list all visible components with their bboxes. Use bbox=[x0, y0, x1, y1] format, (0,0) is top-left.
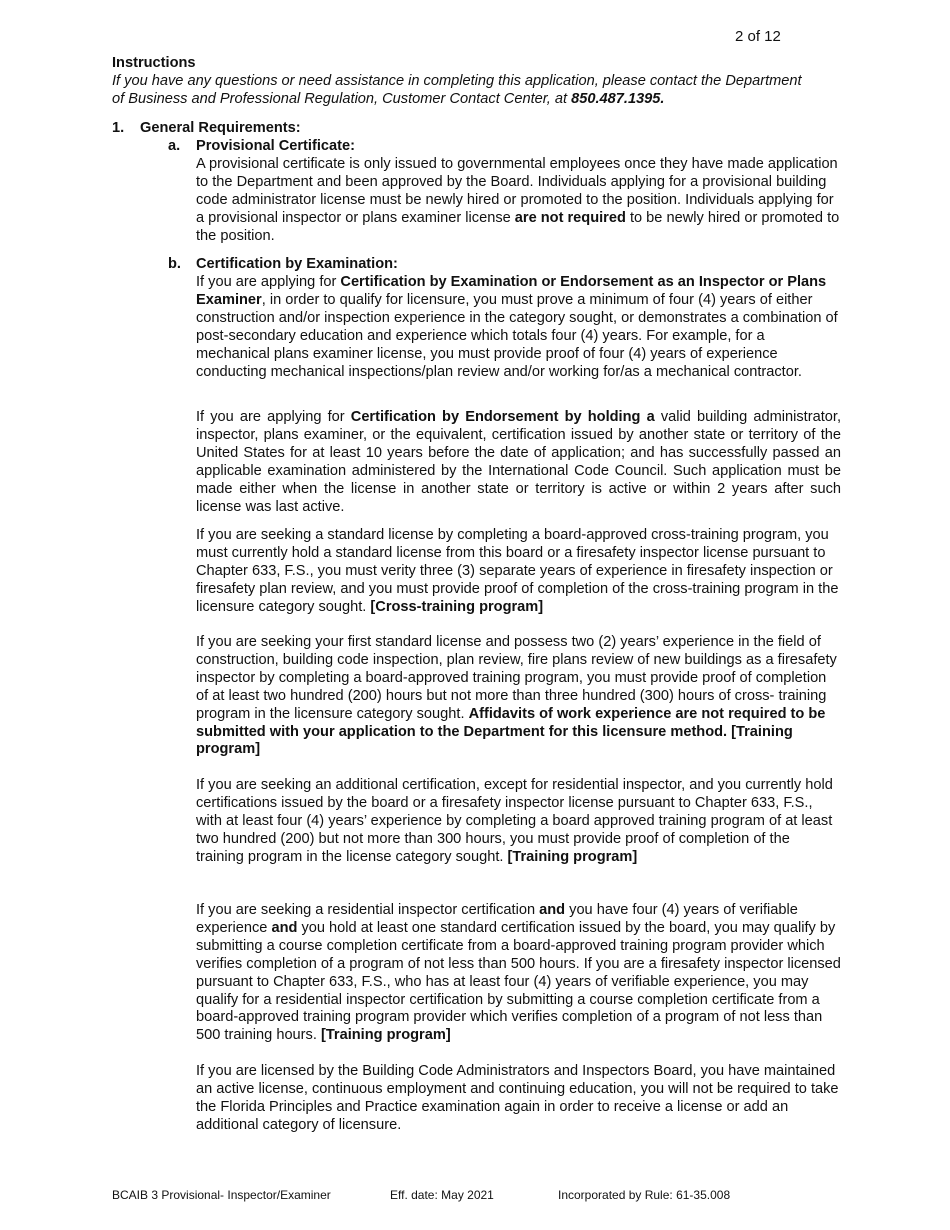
licensed-board-paragraph bbox=[196, 1063, 841, 1135]
footer-effective-date: Eff. date: May 2021 bbox=[390, 1188, 494, 1202]
subsection-b-title bbox=[168, 256, 398, 274]
instructions-heading: Instructions bbox=[112, 55, 196, 71]
examination-text-3: , in order to qualify for licensure, you must prove a minimum of four (4) years of either construction and/or inspection experience in the category sought, or demonstrates a combination of post-secondary education and experience which totals four (4) years. For example, for a mechanical plans examiner license, you must provide proof of four (4) years of experience conducting mechanical inspections/plan review and/or working for/as a mechanical contractor. bbox=[196, 291, 838, 380]
cross-training-paragraph bbox=[196, 527, 841, 617]
subsection-b-letter: b. bbox=[168, 256, 181, 272]
subsection-a-title-text: Provisional Certificate: bbox=[196, 138, 355, 154]
first-standard-text-2: Affidavits of work experience are not required to be submitted with your application to the Department for this licensure method. [Training program] bbox=[196, 705, 826, 758]
residential-text-6: [Training program] bbox=[320, 1027, 451, 1044]
examination-text-2: Certification by Examination or Endorsement as an Inspector or Plans Examiner bbox=[196, 274, 827, 308]
cross-training-text-2: [Cross-training program] bbox=[370, 598, 544, 615]
subsection-a-title bbox=[168, 138, 355, 156]
subsection-a-letter: a. bbox=[168, 138, 181, 154]
examination-text-1: If you are applying for bbox=[196, 274, 341, 290]
residential-text-3: you have four (4) years of verifiable experience bbox=[196, 902, 798, 936]
residential-text-2: and bbox=[539, 902, 566, 918]
first-standard-license-paragraph bbox=[196, 634, 841, 759]
endorsement-text-1: If you are applying for bbox=[196, 409, 351, 425]
instructions-block bbox=[112, 55, 812, 109]
additional-certification-paragraph bbox=[196, 777, 841, 867]
residential-text-5: you hold at least one standard certification issued by the board, you may qualify by submitting a course completion certificate from a board-approved training program provider which verifies completion of a program of not less than 500 hours. If you are a firesafety inspector licensed pursuant to Chapter 633, F.S., who has at least four (4) years of verifiable experience, you may qualify for a residential inspector certification by submitting a course completion certificate from a board-approved training program provider which verifies completion of a program of not less than 500 training hours. bbox=[196, 919, 841, 1044]
provisional-text-2: are not required bbox=[514, 209, 626, 226]
footer-form-name: BCAIB 3 Provisional- Inspector/Examiner bbox=[112, 1188, 331, 1202]
provisional-text-3: to be newly hired or promoted to the position. bbox=[196, 209, 840, 244]
residential-inspector-paragraph bbox=[196, 902, 841, 1045]
instructions-note-text: If you have any questions or need assistance in completing this application, please contact the Department of Business and Professional Regulation, Customer Contact Center, at bbox=[112, 72, 802, 107]
page-number: 2 of 12 bbox=[735, 28, 781, 45]
provisional-text-1: A provisional certificate is only issued to governmental employees once they have made application to the Department and been approved by the Board. Individuals applying for a provisional building code administrator license must be newly hired or promoted to the position. Individuals applying for a provisional inspector or plans examiner license bbox=[196, 156, 838, 226]
footer-rule: Incorporated by Rule: 61-35.008 bbox=[558, 1188, 731, 1202]
residential-text-4: and bbox=[271, 919, 298, 936]
contact-phone: 850.487.1395. bbox=[571, 90, 665, 107]
additional-cert-text-2: [Training program] bbox=[507, 848, 638, 865]
provisional-paragraph bbox=[196, 156, 841, 246]
endorsement-text-2: Certification by Endorsement by holding a bbox=[350, 409, 655, 425]
instructions-note bbox=[112, 73, 812, 109]
first-standard-text-1: If you are seeking your first standard license and possess two (2) years’ experience in the field of construction, building code inspection, plan review, fire plans review of new buildings as a firesafety inspector by completing a board-approved training program, you must provide proof of completion of at least two hundred (200) hours but not more than three hundred (300) hours of cross- training program in the licensure category sought. bbox=[196, 634, 837, 722]
cross-training-text-1: If you are seeking a standard license by completing a board-approved cross-training program, you must currently hold a standard license from this board or a firesafety inspector license pursuant to Chapter 633, F.S., you must verity three (3) separate years of experience in firesafety inspection or firesafety plan review, and you must provide proof of completion of the cross-training program in the licensure category sought. bbox=[196, 527, 839, 615]
residential-text-1: If you are seeking a residential inspector certification bbox=[196, 902, 540, 918]
section-number: 1. bbox=[112, 120, 125, 136]
endorsement-text-3: valid building administrator, inspector, plans examiner, or the equivalent, certification issued by another state or territory of the United States for at least 10 years before the date of application; and has successfully passed an applicable examination administered by the International Code Council. Such application must be made either when the license in another state or territory is active or within 2 years after such license was last active. bbox=[196, 409, 841, 515]
section-title bbox=[112, 120, 301, 138]
additional-cert-text-1: If you are seeking an additional certification, except for residential inspector, and you currently hold certifications issued by the board or a firesafety inspector license pursuant to Chapter 633, F.S., with at least four (4) years’ experience by completing a board approved training program of at least two hundred (200) but not more than 300 hours, you must provide proof of completion of the training program in the license category sought. bbox=[196, 777, 833, 865]
endorsement-paragraph bbox=[196, 409, 841, 516]
examination-paragraph bbox=[196, 274, 841, 381]
subsection-b-title-text: Certification by Examination: bbox=[196, 256, 398, 272]
licensed-board-text: If you are licensed by the Building Code Administrators and Inspectors Board, you have maintained an active license, continuous employment and continuing education, you will not be required to take the Florida Principles and Practice examination again in order to receive a license or add an additional category of licensure. bbox=[196, 1063, 839, 1133]
section-title-text: General Requirements: bbox=[140, 120, 301, 136]
